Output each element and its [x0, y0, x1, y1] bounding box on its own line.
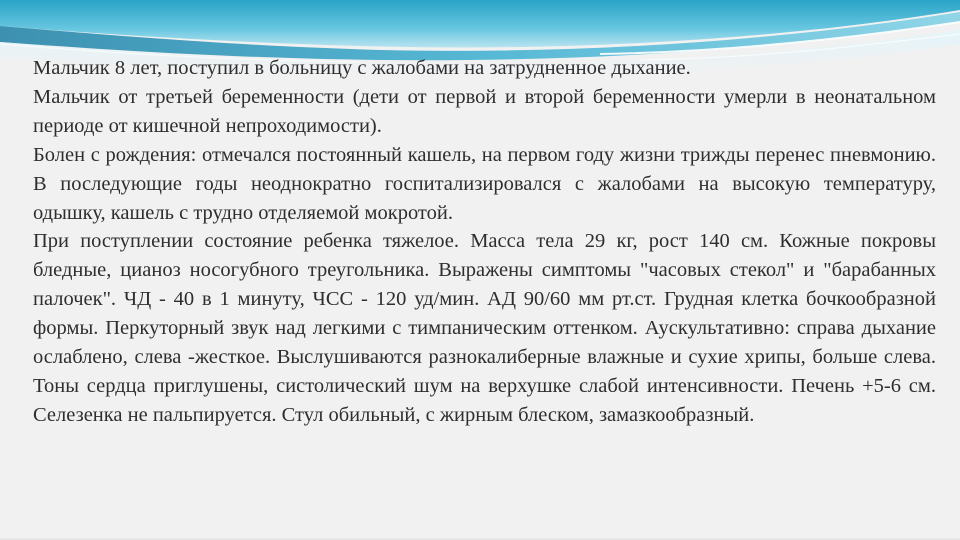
paragraph-examination: При поступлении состояние ребенка тяжелое. Масса тела 29 кг, рост 140 см. Кожные покровы бледные, цианоз носогубного треугольника. Выражены симптомы "часовых стекол" и "барабанных палочек". ЧД - 40 в 1 минуту, ЧСС - 120 уд/мин. АД 90/60 мм рт.ст. Грудная клетка бочкообразной формы. Перкуторный звук над легкими с тимпаническим оттенком. Аускультативно: справа дыхание ослаблено, слева -жесткое. Выслушиваются разнокалиберные влажные и сухие хрипы, больше слева. Тоны сердца приглушены, систолический шум на верхушке слабой интенсивности. Печень +5-6 см. Селезенка не пальпируется. Стул обильный, с жирным блеском, замазкообразный. — [33, 230, 936, 426]
paragraph-anamnesis: Болен с рождения: отмечался постоянный кашель, на первом году жизни трижды перенес пневмонию. В последующие годы неоднократно госпитализировался с жалобами на высокую температуру, одышку, кашель с трудно отделяемой мокротой. — [33, 143, 936, 224]
paragraph-complaint: Мальчик 8 лет, поступил в больницу с жалобами на затрудненное дыхание. — [33, 57, 691, 79]
slide-body-text — [33, 54, 936, 430]
paragraph-family-history: Мальчик от третьей беременности (дети от первой и второй беременности умерли в неонатальном периоде от кишечной непроходимости). — [33, 85, 936, 137]
